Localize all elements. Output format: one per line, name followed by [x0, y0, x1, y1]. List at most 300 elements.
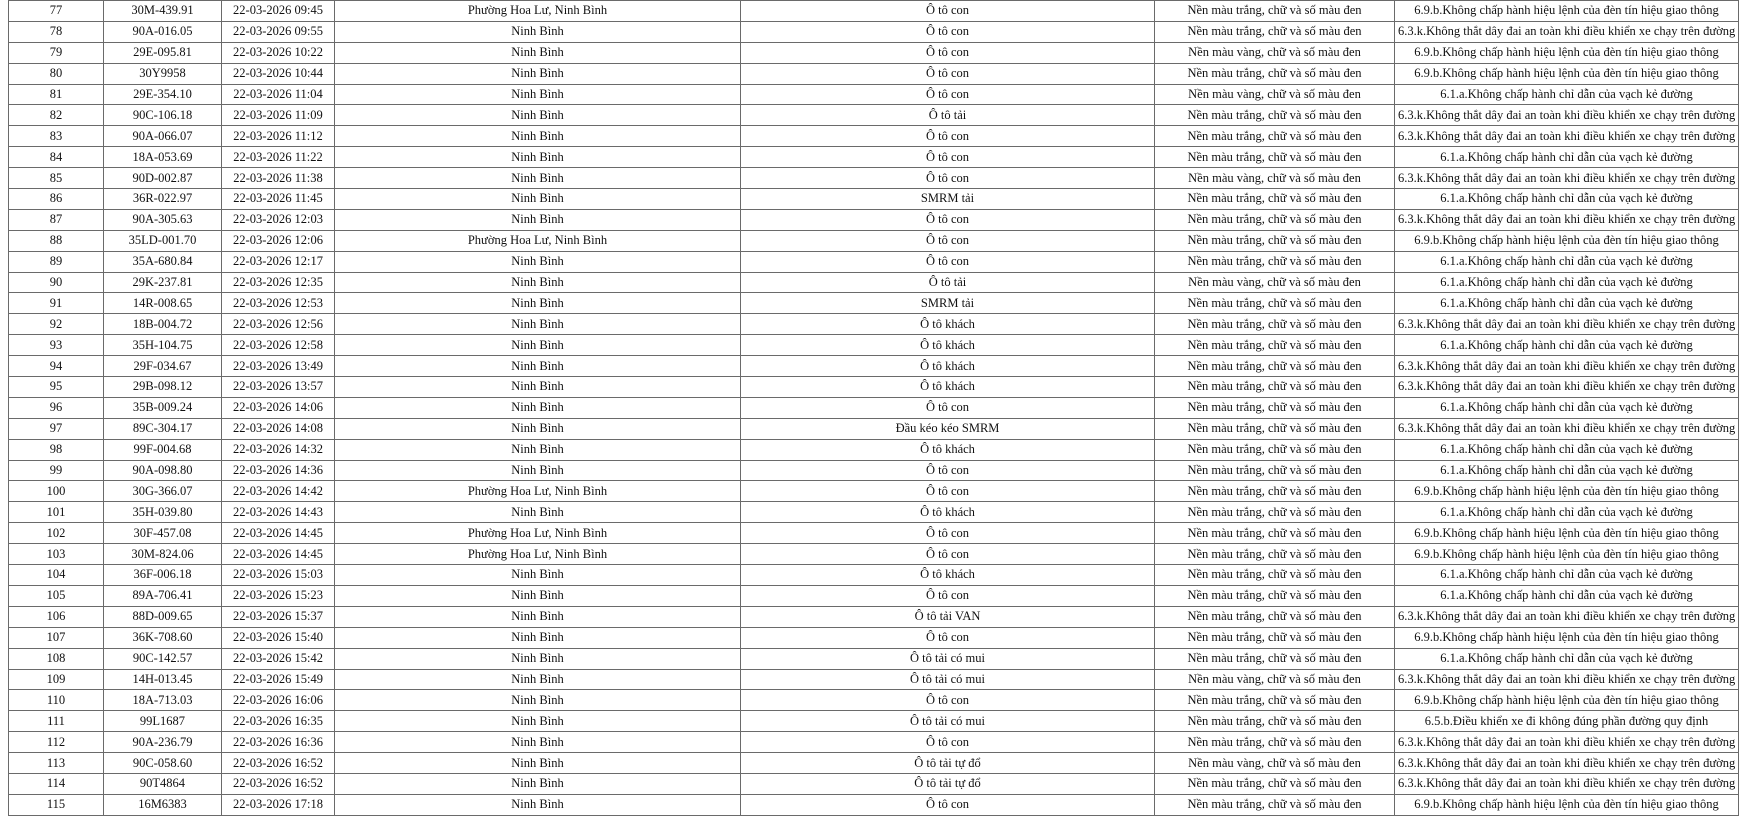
- table-row: [9, 418, 1739, 439]
- cell-violation: 6.3.k.Không thắt dây đai an toàn khi điều khiển xe chạy trên đường: [1395, 126, 1739, 147]
- cell-violation: 6.3.k.Không thắt dây đai an toàn khi điều khiển xe chạy trên đường: [1395, 732, 1739, 753]
- cell-plate-color: Nền màu trắng, chữ và số màu đen: [1155, 732, 1395, 753]
- cell-violation: 6.9.b.Không chấp hành hiệu lệnh của đèn tín hiệu giao thông: [1395, 42, 1739, 63]
- cell-plate: 29B-098.12: [104, 377, 222, 398]
- table-row: [9, 544, 1739, 565]
- cell-vehicle-type: Ô tô con: [741, 544, 1155, 565]
- cell-time: 22-03-2026 11:04: [222, 84, 335, 105]
- cell-place: Ninh Bình: [335, 63, 741, 84]
- cell-stt: 105: [9, 585, 104, 606]
- violation-table: [8, 0, 1739, 816]
- cell-time: 22-03-2026 12:53: [222, 293, 335, 314]
- cell-plate: 29E-354.10: [104, 84, 222, 105]
- cell-stt: 95: [9, 377, 104, 398]
- cell-place: Phường Hoa Lư, Ninh Bình: [335, 544, 741, 565]
- cell-plate-color: Nền màu trắng, chữ và số màu đen: [1155, 418, 1395, 439]
- table-row: [9, 502, 1739, 523]
- cell-plate-color: Nền màu vàng, chữ và số màu đen: [1155, 753, 1395, 774]
- cell-plate: 90A-066.07: [104, 126, 222, 147]
- cell-vehicle-type: Ô tô con: [741, 460, 1155, 481]
- cell-stt: 85: [9, 168, 104, 189]
- cell-violation: 6.1.a.Không chấp hành chỉ dẫn của vạch kẻ đường: [1395, 251, 1739, 272]
- cell-violation: 6.3.k.Không thắt dây đai an toàn khi điều khiển xe chạy trên đường: [1395, 21, 1739, 42]
- cell-stt: 107: [9, 627, 104, 648]
- cell-stt: 98: [9, 439, 104, 460]
- cell-place: Ninh Bình: [335, 335, 741, 356]
- cell-violation: 6.3.k.Không thắt dây đai an toàn khi điều khiển xe chạy trên đường: [1395, 606, 1739, 627]
- table-row: [9, 690, 1739, 711]
- table-row: [9, 565, 1739, 586]
- table-row: [9, 42, 1739, 63]
- cell-violation: 6.1.a.Không chấp hành chỉ dẫn của vạch kẻ đường: [1395, 84, 1739, 105]
- cell-place: Ninh Bình: [335, 773, 741, 794]
- cell-stt: 106: [9, 606, 104, 627]
- cell-stt: 99: [9, 460, 104, 481]
- cell-vehicle-type: Ô tô khách: [741, 502, 1155, 523]
- cell-time: 22-03-2026 11:38: [222, 168, 335, 189]
- cell-plate-color: Nền màu trắng, chữ và số màu đen: [1155, 147, 1395, 168]
- cell-vehicle-type: Ô tô tải tự đổ: [741, 773, 1155, 794]
- table-row: [9, 439, 1739, 460]
- cell-time: 22-03-2026 14:06: [222, 397, 335, 418]
- cell-place: Ninh Bình: [335, 690, 741, 711]
- cell-stt: 111: [9, 711, 104, 732]
- cell-place: Ninh Bình: [335, 209, 741, 230]
- cell-vehicle-type: Ô tô con: [741, 42, 1155, 63]
- cell-plate-color: Nền màu trắng, chữ và số màu đen: [1155, 606, 1395, 627]
- cell-place: Ninh Bình: [335, 377, 741, 398]
- cell-place: Ninh Bình: [335, 711, 741, 732]
- cell-place: Ninh Bình: [335, 21, 741, 42]
- cell-vehicle-type: Ô tô con: [741, 627, 1155, 648]
- cell-stt: 113: [9, 753, 104, 774]
- cell-place: Ninh Bình: [335, 794, 741, 815]
- cell-place: Ninh Bình: [335, 251, 741, 272]
- cell-time: 22-03-2026 12:35: [222, 272, 335, 293]
- cell-plate: 35B-009.24: [104, 397, 222, 418]
- cell-vehicle-type: Ô tô khách: [741, 335, 1155, 356]
- table-row: [9, 669, 1739, 690]
- cell-stt: 100: [9, 481, 104, 502]
- cell-place: Phường Hoa Lư, Ninh Bình: [335, 523, 741, 544]
- table-row: [9, 481, 1739, 502]
- cell-plate-color: Nền màu vàng, chữ và số màu đen: [1155, 42, 1395, 63]
- cell-time: 22-03-2026 16:36: [222, 732, 335, 753]
- violation-sheet: [8, 0, 1738, 816]
- cell-vehicle-type: Ô tô khách: [741, 439, 1155, 460]
- cell-time: 22-03-2026 16:06: [222, 690, 335, 711]
- cell-vehicle-type: Ô tô tải có mui: [741, 648, 1155, 669]
- table-row: [9, 585, 1739, 606]
- cell-plate: 90A-016.05: [104, 21, 222, 42]
- cell-vehicle-type: Ô tô con: [741, 1, 1155, 22]
- table-row: [9, 272, 1739, 293]
- cell-plate: 88D-009.65: [104, 606, 222, 627]
- cell-place: Ninh Bình: [335, 168, 741, 189]
- cell-violation: 6.1.a.Không chấp hành chỉ dẫn của vạch kẻ đường: [1395, 460, 1739, 481]
- cell-plate-color: Nền màu trắng, chữ và số màu đen: [1155, 63, 1395, 84]
- cell-time: 22-03-2026 10:44: [222, 63, 335, 84]
- cell-plate: 36F-006.18: [104, 565, 222, 586]
- cell-plate-color: Nền màu trắng, chữ và số màu đen: [1155, 126, 1395, 147]
- table-row: [9, 711, 1739, 732]
- cell-time: 22-03-2026 11:09: [222, 105, 335, 126]
- cell-place: Ninh Bình: [335, 565, 741, 586]
- cell-time: 22-03-2026 14:42: [222, 481, 335, 502]
- cell-plate-color: Nền màu trắng, chữ và số màu đen: [1155, 648, 1395, 669]
- cell-plate-color: Nền màu trắng, chữ và số màu đen: [1155, 335, 1395, 356]
- table-row: [9, 209, 1739, 230]
- cell-plate-color: Nền màu trắng, chữ và số màu đen: [1155, 1, 1395, 22]
- cell-place: Ninh Bình: [335, 732, 741, 753]
- table-row: [9, 335, 1739, 356]
- cell-violation: 6.3.k.Không thắt dây đai an toàn khi điều khiển xe chạy trên đường: [1395, 105, 1739, 126]
- table-row: [9, 627, 1739, 648]
- cell-violation: 6.9.b.Không chấp hành hiệu lệnh của đèn tín hiệu giao thông: [1395, 794, 1739, 815]
- cell-plate-color: Nền màu trắng, chữ và số màu đen: [1155, 230, 1395, 251]
- cell-place: Ninh Bình: [335, 585, 741, 606]
- cell-plate: 36K-708.60: [104, 627, 222, 648]
- cell-vehicle-type: Ô tô tải có mui: [741, 669, 1155, 690]
- cell-violation: 6.3.k.Không thắt dây đai an toàn khi điều khiển xe chạy trên đường: [1395, 209, 1739, 230]
- cell-violation: 6.3.k.Không thắt dây đai an toàn khi điều khiển xe chạy trên đường: [1395, 753, 1739, 774]
- cell-time: 22-03-2026 12:06: [222, 230, 335, 251]
- cell-time: 22-03-2026 15:23: [222, 585, 335, 606]
- cell-plate-color: Nền màu trắng, chữ và số màu đen: [1155, 189, 1395, 210]
- cell-place: Ninh Bình: [335, 502, 741, 523]
- cell-vehicle-type: SMRM tải: [741, 189, 1155, 210]
- cell-plate-color: Nền màu trắng, chữ và số màu đen: [1155, 794, 1395, 815]
- cell-plate-color: Nền màu vàng, chữ và số màu đen: [1155, 272, 1395, 293]
- cell-place: Ninh Bình: [335, 669, 741, 690]
- cell-plate-color: Nền màu trắng, chữ và số màu đen: [1155, 481, 1395, 502]
- cell-vehicle-type: Ô tô con: [741, 690, 1155, 711]
- cell-violation: 6.9.b.Không chấp hành hiệu lệnh của đèn tín hiệu giao thông: [1395, 1, 1739, 22]
- table-row: [9, 606, 1739, 627]
- cell-plate: 18A-053.69: [104, 147, 222, 168]
- cell-stt: 103: [9, 544, 104, 565]
- cell-violation: 6.9.b.Không chấp hành hiệu lệnh của đèn tín hiệu giao thông: [1395, 544, 1739, 565]
- cell-place: Ninh Bình: [335, 314, 741, 335]
- cell-time: 22-03-2026 14:45: [222, 523, 335, 544]
- cell-violation: 6.1.a.Không chấp hành chỉ dẫn của vạch kẻ đường: [1395, 565, 1739, 586]
- table-row: [9, 314, 1739, 335]
- table-row: [9, 773, 1739, 794]
- cell-time: 22-03-2026 16:52: [222, 773, 335, 794]
- cell-plate: 90A-236.79: [104, 732, 222, 753]
- cell-vehicle-type: Ô tô con: [741, 168, 1155, 189]
- table-row: [9, 648, 1739, 669]
- cell-stt: 101: [9, 502, 104, 523]
- cell-vehicle-type: Ô tô tải có mui: [741, 711, 1155, 732]
- cell-plate-color: Nền màu trắng, chữ và số màu đen: [1155, 209, 1395, 230]
- cell-time: 22-03-2026 09:45: [222, 1, 335, 22]
- cell-plate: 30M-439.91: [104, 1, 222, 22]
- cell-time: 22-03-2026 09:55: [222, 21, 335, 42]
- cell-plate: 29F-034.67: [104, 356, 222, 377]
- cell-violation: 6.9.b.Không chấp hành hiệu lệnh của đèn tín hiệu giao thông: [1395, 523, 1739, 544]
- cell-place: Ninh Bình: [335, 189, 741, 210]
- cell-plate: 35A-680.84: [104, 251, 222, 272]
- cell-place: Ninh Bình: [335, 648, 741, 669]
- cell-plate: 89A-706.41: [104, 585, 222, 606]
- cell-time: 22-03-2026 15:37: [222, 606, 335, 627]
- cell-time: 22-03-2026 13:49: [222, 356, 335, 377]
- cell-plate-color: Nền màu trắng, chữ và số màu đen: [1155, 460, 1395, 481]
- cell-violation: 6.1.a.Không chấp hành chỉ dẫn của vạch kẻ đường: [1395, 293, 1739, 314]
- cell-place: Ninh Bình: [335, 126, 741, 147]
- cell-violation: 6.9.b.Không chấp hành hiệu lệnh của đèn tín hiệu giao thông: [1395, 627, 1739, 648]
- cell-violation: 6.3.k.Không thắt dây đai an toàn khi điều khiển xe chạy trên đường: [1395, 773, 1739, 794]
- table-row: [9, 230, 1739, 251]
- cell-plate: 35H-039.80: [104, 502, 222, 523]
- cell-plate-color: Nền màu trắng, chữ và số màu đen: [1155, 711, 1395, 732]
- cell-place: Ninh Bình: [335, 356, 741, 377]
- cell-stt: 109: [9, 669, 104, 690]
- cell-vehicle-type: Ô tô con: [741, 794, 1155, 815]
- cell-vehicle-type: Ô tô con: [741, 63, 1155, 84]
- cell-time: 22-03-2026 15:49: [222, 669, 335, 690]
- cell-stt: 82: [9, 105, 104, 126]
- table-row: [9, 1, 1739, 22]
- table-row: [9, 126, 1739, 147]
- cell-plate-color: Nền màu trắng, chữ và số màu đen: [1155, 397, 1395, 418]
- cell-vehicle-type: Ô tô khách: [741, 314, 1155, 335]
- cell-plate-color: Nền màu trắng, chữ và số màu đen: [1155, 314, 1395, 335]
- table-row: [9, 397, 1739, 418]
- cell-stt: 108: [9, 648, 104, 669]
- cell-stt: 115: [9, 794, 104, 815]
- cell-stt: 84: [9, 147, 104, 168]
- cell-plate: 18B-004.72: [104, 314, 222, 335]
- cell-place: Phường Hoa Lư, Ninh Bình: [335, 481, 741, 502]
- cell-place: Ninh Bình: [335, 439, 741, 460]
- cell-stt: 77: [9, 1, 104, 22]
- cell-vehicle-type: Ô tô khách: [741, 565, 1155, 586]
- cell-vehicle-type: Ô tô con: [741, 397, 1155, 418]
- cell-stt: 89: [9, 251, 104, 272]
- cell-vehicle-type: Ô tô tải VAN: [741, 606, 1155, 627]
- cell-place: Phường Hoa Lư, Ninh Bình: [335, 1, 741, 22]
- cell-stt: 83: [9, 126, 104, 147]
- cell-plate: 29E-095.81: [104, 42, 222, 63]
- table-row: [9, 523, 1739, 544]
- cell-plate: 89C-304.17: [104, 418, 222, 439]
- cell-plate: 36R-022.97: [104, 189, 222, 210]
- cell-plate-color: Nền màu trắng, chữ và số màu đen: [1155, 251, 1395, 272]
- table-row: [9, 356, 1739, 377]
- table-row: [9, 753, 1739, 774]
- cell-place: Ninh Bình: [335, 272, 741, 293]
- table-row: [9, 147, 1739, 168]
- cell-plate: 30Y9958: [104, 63, 222, 84]
- cell-violation: 6.1.a.Không chấp hành chỉ dẫn của vạch kẻ đường: [1395, 585, 1739, 606]
- cell-stt: 92: [9, 314, 104, 335]
- cell-stt: 88: [9, 230, 104, 251]
- cell-stt: 104: [9, 565, 104, 586]
- cell-stt: 93: [9, 335, 104, 356]
- cell-violation: 6.9.b.Không chấp hành hiệu lệnh của đèn tín hiệu giao thông: [1395, 63, 1739, 84]
- cell-vehicle-type: Ô tô con: [741, 147, 1155, 168]
- cell-stt: 80: [9, 63, 104, 84]
- cell-stt: 87: [9, 209, 104, 230]
- cell-plate: 90C-058.60: [104, 753, 222, 774]
- cell-plate-color: Nền màu trắng, chữ và số màu đen: [1155, 627, 1395, 648]
- table-row: [9, 460, 1739, 481]
- cell-plate-color: Nền màu vàng, chữ và số màu đen: [1155, 168, 1395, 189]
- cell-plate: 90D-002.87: [104, 168, 222, 189]
- cell-plate: 90A-305.63: [104, 209, 222, 230]
- cell-plate: 30M-824.06: [104, 544, 222, 565]
- cell-vehicle-type: Ô tô khách: [741, 377, 1155, 398]
- cell-violation: 6.3.k.Không thắt dây đai an toàn khi điều khiển xe chạy trên đường: [1395, 669, 1739, 690]
- cell-plate-color: Nền màu trắng, chữ và số màu đen: [1155, 523, 1395, 544]
- cell-time: 22-03-2026 14:45: [222, 544, 335, 565]
- cell-violation: 6.3.k.Không thắt dây đai an toàn khi điều khiển xe chạy trên đường: [1395, 356, 1739, 377]
- cell-plate-color: Nền màu trắng, chữ và số màu đen: [1155, 439, 1395, 460]
- cell-stt: 96: [9, 397, 104, 418]
- cell-time: 22-03-2026 15:42: [222, 648, 335, 669]
- cell-plate-color: Nền màu trắng, chữ và số màu đen: [1155, 105, 1395, 126]
- cell-plate-color: Nền màu trắng, chữ và số màu đen: [1155, 565, 1395, 586]
- cell-vehicle-type: SMRM tải: [741, 293, 1155, 314]
- table-row: [9, 732, 1739, 753]
- table-row: [9, 105, 1739, 126]
- cell-time: 22-03-2026 12:56: [222, 314, 335, 335]
- cell-violation: 6.1.a.Không chấp hành chỉ dẫn của vạch kẻ đường: [1395, 335, 1739, 356]
- cell-violation: 6.3.k.Không thắt dây đai an toàn khi điều khiển xe chạy trên đường: [1395, 168, 1739, 189]
- cell-plate-color: Nền màu trắng, chữ và số màu đen: [1155, 544, 1395, 565]
- cell-vehicle-type: Ô tô con: [741, 126, 1155, 147]
- cell-time: 22-03-2026 14:43: [222, 502, 335, 523]
- cell-vehicle-type: Ô tô con: [741, 732, 1155, 753]
- cell-time: 22-03-2026 15:03: [222, 565, 335, 586]
- cell-plate: 18A-713.03: [104, 690, 222, 711]
- cell-violation: 6.1.a.Không chấp hành chỉ dẫn của vạch kẻ đường: [1395, 502, 1739, 523]
- cell-violation: 6.1.a.Không chấp hành chỉ dẫn của vạch kẻ đường: [1395, 189, 1739, 210]
- cell-place: Ninh Bình: [335, 606, 741, 627]
- table-row: [9, 168, 1739, 189]
- cell-violation: 6.9.b.Không chấp hành hiệu lệnh của đèn tín hiệu giao thông: [1395, 230, 1739, 251]
- cell-plate: 35H-104.75: [104, 335, 222, 356]
- cell-place: Ninh Bình: [335, 397, 741, 418]
- cell-stt: 112: [9, 732, 104, 753]
- cell-plate: 90C-142.57: [104, 648, 222, 669]
- cell-stt: 94: [9, 356, 104, 377]
- cell-violation: 6.1.a.Không chấp hành chỉ dẫn của vạch kẻ đường: [1395, 648, 1739, 669]
- cell-stt: 79: [9, 42, 104, 63]
- cell-vehicle-type: Ô tô tải: [741, 105, 1155, 126]
- cell-plate: 14R-008.65: [104, 293, 222, 314]
- cell-time: 22-03-2026 14:32: [222, 439, 335, 460]
- cell-vehicle-type: Ô tô tải tự đổ: [741, 753, 1155, 774]
- cell-place: Ninh Bình: [335, 293, 741, 314]
- table-row: [9, 251, 1739, 272]
- cell-stt: 110: [9, 690, 104, 711]
- cell-place: Ninh Bình: [335, 460, 741, 481]
- cell-stt: 81: [9, 84, 104, 105]
- cell-stt: 102: [9, 523, 104, 544]
- cell-violation: 6.1.a.Không chấp hành chỉ dẫn của vạch kẻ đường: [1395, 272, 1739, 293]
- cell-place: Ninh Bình: [335, 418, 741, 439]
- cell-place: Ninh Bình: [335, 753, 741, 774]
- cell-plate-color: Nền màu trắng, chữ và số màu đen: [1155, 690, 1395, 711]
- cell-violation: 6.1.a.Không chấp hành chỉ dẫn của vạch kẻ đường: [1395, 439, 1739, 460]
- cell-time: 22-03-2026 17:18: [222, 794, 335, 815]
- cell-vehicle-type: Ô tô con: [741, 481, 1155, 502]
- cell-time: 22-03-2026 15:40: [222, 627, 335, 648]
- cell-plate-color: Nền màu trắng, chữ và số màu đen: [1155, 773, 1395, 794]
- cell-time: 22-03-2026 16:52: [222, 753, 335, 774]
- table-row: [9, 293, 1739, 314]
- cell-plate-color: Nền màu vàng, chữ và số màu đen: [1155, 84, 1395, 105]
- table-body: [9, 0, 1739, 815]
- cell-plate: 90A-098.80: [104, 460, 222, 481]
- cell-stt: 78: [9, 21, 104, 42]
- cell-time: 22-03-2026 14:08: [222, 418, 335, 439]
- cell-violation: 6.1.a.Không chấp hành chỉ dẫn của vạch kẻ đường: [1395, 147, 1739, 168]
- cell-time: 22-03-2026 13:57: [222, 377, 335, 398]
- cell-plate: 99L1687: [104, 711, 222, 732]
- cell-stt: 90: [9, 272, 104, 293]
- cell-stt: 91: [9, 293, 104, 314]
- cell-place: Ninh Bình: [335, 84, 741, 105]
- cell-plate-color: Nền màu vàng, chữ và số màu đen: [1155, 669, 1395, 690]
- cell-vehicle-type: Ô tô tải: [741, 272, 1155, 293]
- cell-plate: 14H-013.45: [104, 669, 222, 690]
- table-row: [9, 189, 1739, 210]
- cell-place: Ninh Bình: [335, 105, 741, 126]
- cell-place: Phường Hoa Lư, Ninh Bình: [335, 230, 741, 251]
- cell-violation: 6.1.a.Không chấp hành chỉ dẫn của vạch kẻ đường: [1395, 397, 1739, 418]
- cell-vehicle-type: Ô tô con: [741, 251, 1155, 272]
- cell-time: 22-03-2026 12:17: [222, 251, 335, 272]
- cell-vehicle-type: Ô tô con: [741, 523, 1155, 544]
- cell-stt: 97: [9, 418, 104, 439]
- cell-vehicle-type: Ô tô con: [741, 585, 1155, 606]
- table-row: [9, 84, 1739, 105]
- cell-violation: 6.3.k.Không thắt dây đai an toàn khi điều khiển xe chạy trên đường: [1395, 377, 1739, 398]
- cell-place: Ninh Bình: [335, 147, 741, 168]
- cell-plate: 29K-237.81: [104, 272, 222, 293]
- cell-plate: 30F-457.08: [104, 523, 222, 544]
- cell-plate-color: Nền màu trắng, chữ và số màu đen: [1155, 356, 1395, 377]
- cell-plate-color: Nền màu trắng, chữ và số màu đen: [1155, 377, 1395, 398]
- table-row: [9, 794, 1739, 815]
- table-row: [9, 21, 1739, 42]
- cell-time: 22-03-2026 10:22: [222, 42, 335, 63]
- cell-place: Ninh Bình: [335, 627, 741, 648]
- cell-violation: 6.3.k.Không thắt dây đai an toàn khi điều khiển xe chạy trên đường: [1395, 314, 1739, 335]
- cell-time: 22-03-2026 16:35: [222, 711, 335, 732]
- cell-time: 22-03-2026 12:58: [222, 335, 335, 356]
- cell-plate-color: Nền màu trắng, chữ và số màu đen: [1155, 585, 1395, 606]
- cell-plate-color: Nền màu trắng, chữ và số màu đen: [1155, 293, 1395, 314]
- cell-plate: 35LD-001.70: [104, 230, 222, 251]
- cell-plate: 90T4864: [104, 773, 222, 794]
- cell-time: 22-03-2026 14:36: [222, 460, 335, 481]
- cell-violation: 6.3.k.Không thắt dây đai an toàn khi điều khiển xe chạy trên đường: [1395, 418, 1739, 439]
- cell-stt: 86: [9, 189, 104, 210]
- table-row: [9, 377, 1739, 398]
- cell-vehicle-type: Ô tô con: [741, 209, 1155, 230]
- cell-plate: 30G-366.07: [104, 481, 222, 502]
- cell-vehicle-type: Ô tô con: [741, 21, 1155, 42]
- cell-plate-color: Nền màu trắng, chữ và số màu đen: [1155, 21, 1395, 42]
- cell-plate: 16M6383: [104, 794, 222, 815]
- cell-plate: 90C-106.18: [104, 105, 222, 126]
- cell-stt: 114: [9, 773, 104, 794]
